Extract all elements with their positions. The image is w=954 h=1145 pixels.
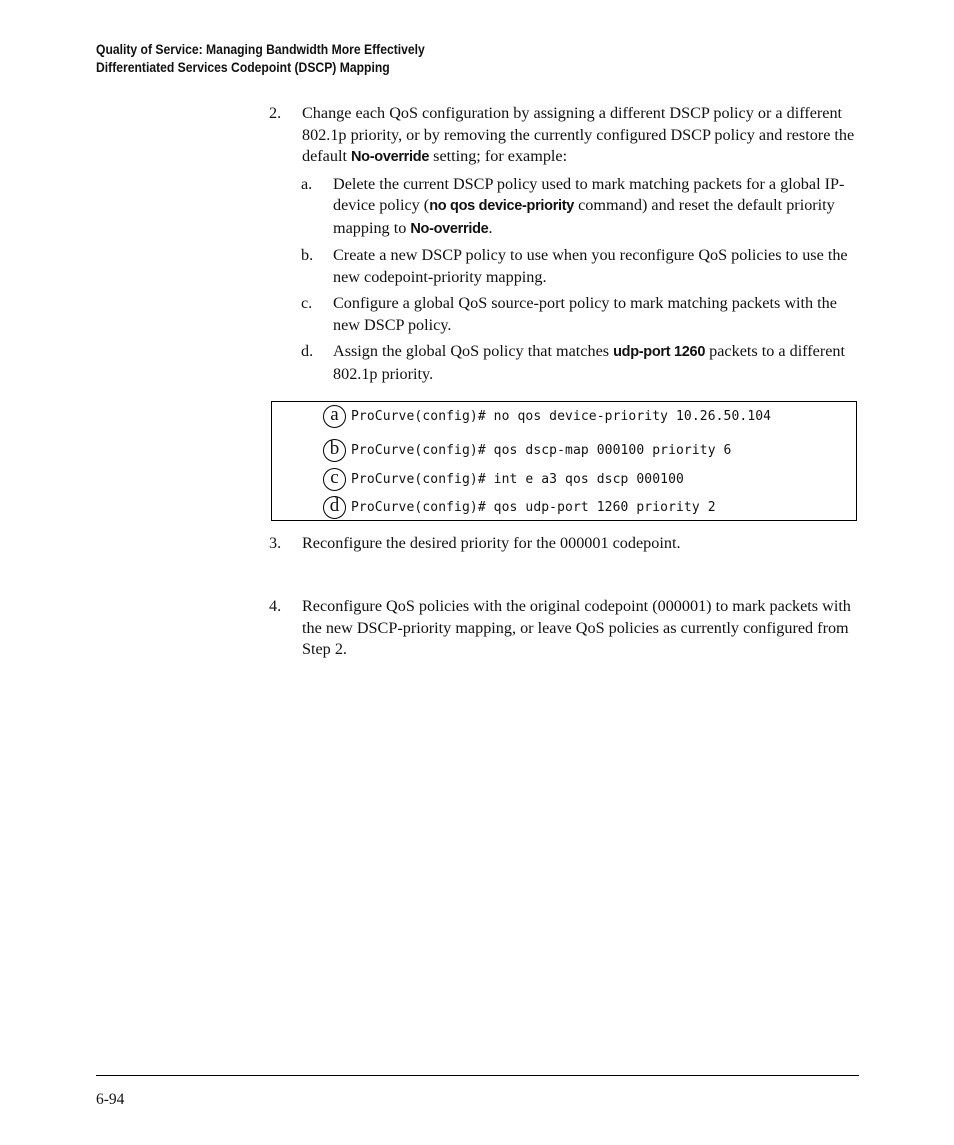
step-number: 4. [269,597,282,615]
command-term: no qos device-priority [429,198,575,214]
substep-letter: b. [301,246,314,264]
callout-label: b [323,439,346,462]
cli-command: ProCurve(config)# qos dscp-map 000100 priority 6 [351,442,732,458]
step-text [302,103,859,169]
substep-b [301,245,859,288]
substep-letter: c. [301,294,313,312]
step-text-part: Change each QoS configuration by assigning a different DSCP policy or a different 802.1p priority, or by removing the currently configured DSCP policy and restore the default [302,104,855,165]
cli-line-a [323,403,771,429]
cli-command: ProCurve(config)# int e a3 qos dscp 000100 [351,471,684,487]
cli-example-box [271,401,857,521]
substep-text: Configure a global QoS source-port policy to mark matching packets with the new DSCP policy. [333,294,837,334]
step-text: Reconfigure QoS policies with the original codepoint (000001) to mark packets with the new DSCP-priority mapping, or leave QoS policies as currently configured from Step 2. [302,597,851,658]
step-number: 3. [269,534,282,552]
callout-label: d [323,496,346,519]
substep-text-part: Delete the current DSCP policy used to mark matching packets for a global IP-device policy ( [333,174,845,214]
substep-a [301,174,859,241]
footer-rule [96,1075,859,1076]
cli-command: ProCurve(config)# no qos device-priority 10.26.50.104 [351,408,772,424]
callout-label: a [323,405,346,428]
page-number: 6-94 [96,1091,125,1108]
bold-term: No-override [351,149,430,165]
bold-term: No-override [410,220,489,237]
step-2 [269,103,859,385]
running-header [96,41,425,77]
substep-letter: a. [301,174,313,193]
step-text-part: setting; for example: [429,147,568,165]
substep-text [333,341,859,385]
step-4 [269,596,859,661]
substep-d [301,341,859,385]
cli-line-d [323,494,716,520]
substep-letter: d. [301,342,314,360]
substep-text [333,174,859,241]
step-text: Reconfigure the desired priority for the 000001 codepoint. [302,534,681,552]
step-3 [269,533,859,555]
cli-command: ProCurve(config)# qos udp-port 1260 priority 2 [351,499,716,515]
substep-text-part: Assign the global QoS policy that matches [333,342,614,360]
substep-c [301,293,859,336]
header-section-title: Differentiated Services Codepoint (DSCP) Mapping [96,60,390,75]
step-number: 2. [269,104,282,122]
header-chapter-title: Quality of Service: Managing Bandwidth More Effectively [96,42,425,57]
substep-text-part: command) and reset the default priority mapping to [333,196,835,237]
cli-line-b [323,437,731,463]
command-term: udp-port 1260 [613,344,706,360]
substep-text-part: . [488,218,493,237]
substep-text: Create a new DSCP policy to use when you reconfigure QoS policies to use the new codepoint-priority mapping. [333,246,848,286]
substep-text-part: packets to a different 802.1p priority. [333,342,846,383]
callout-label: c [323,468,346,491]
cli-line-c [323,466,684,492]
